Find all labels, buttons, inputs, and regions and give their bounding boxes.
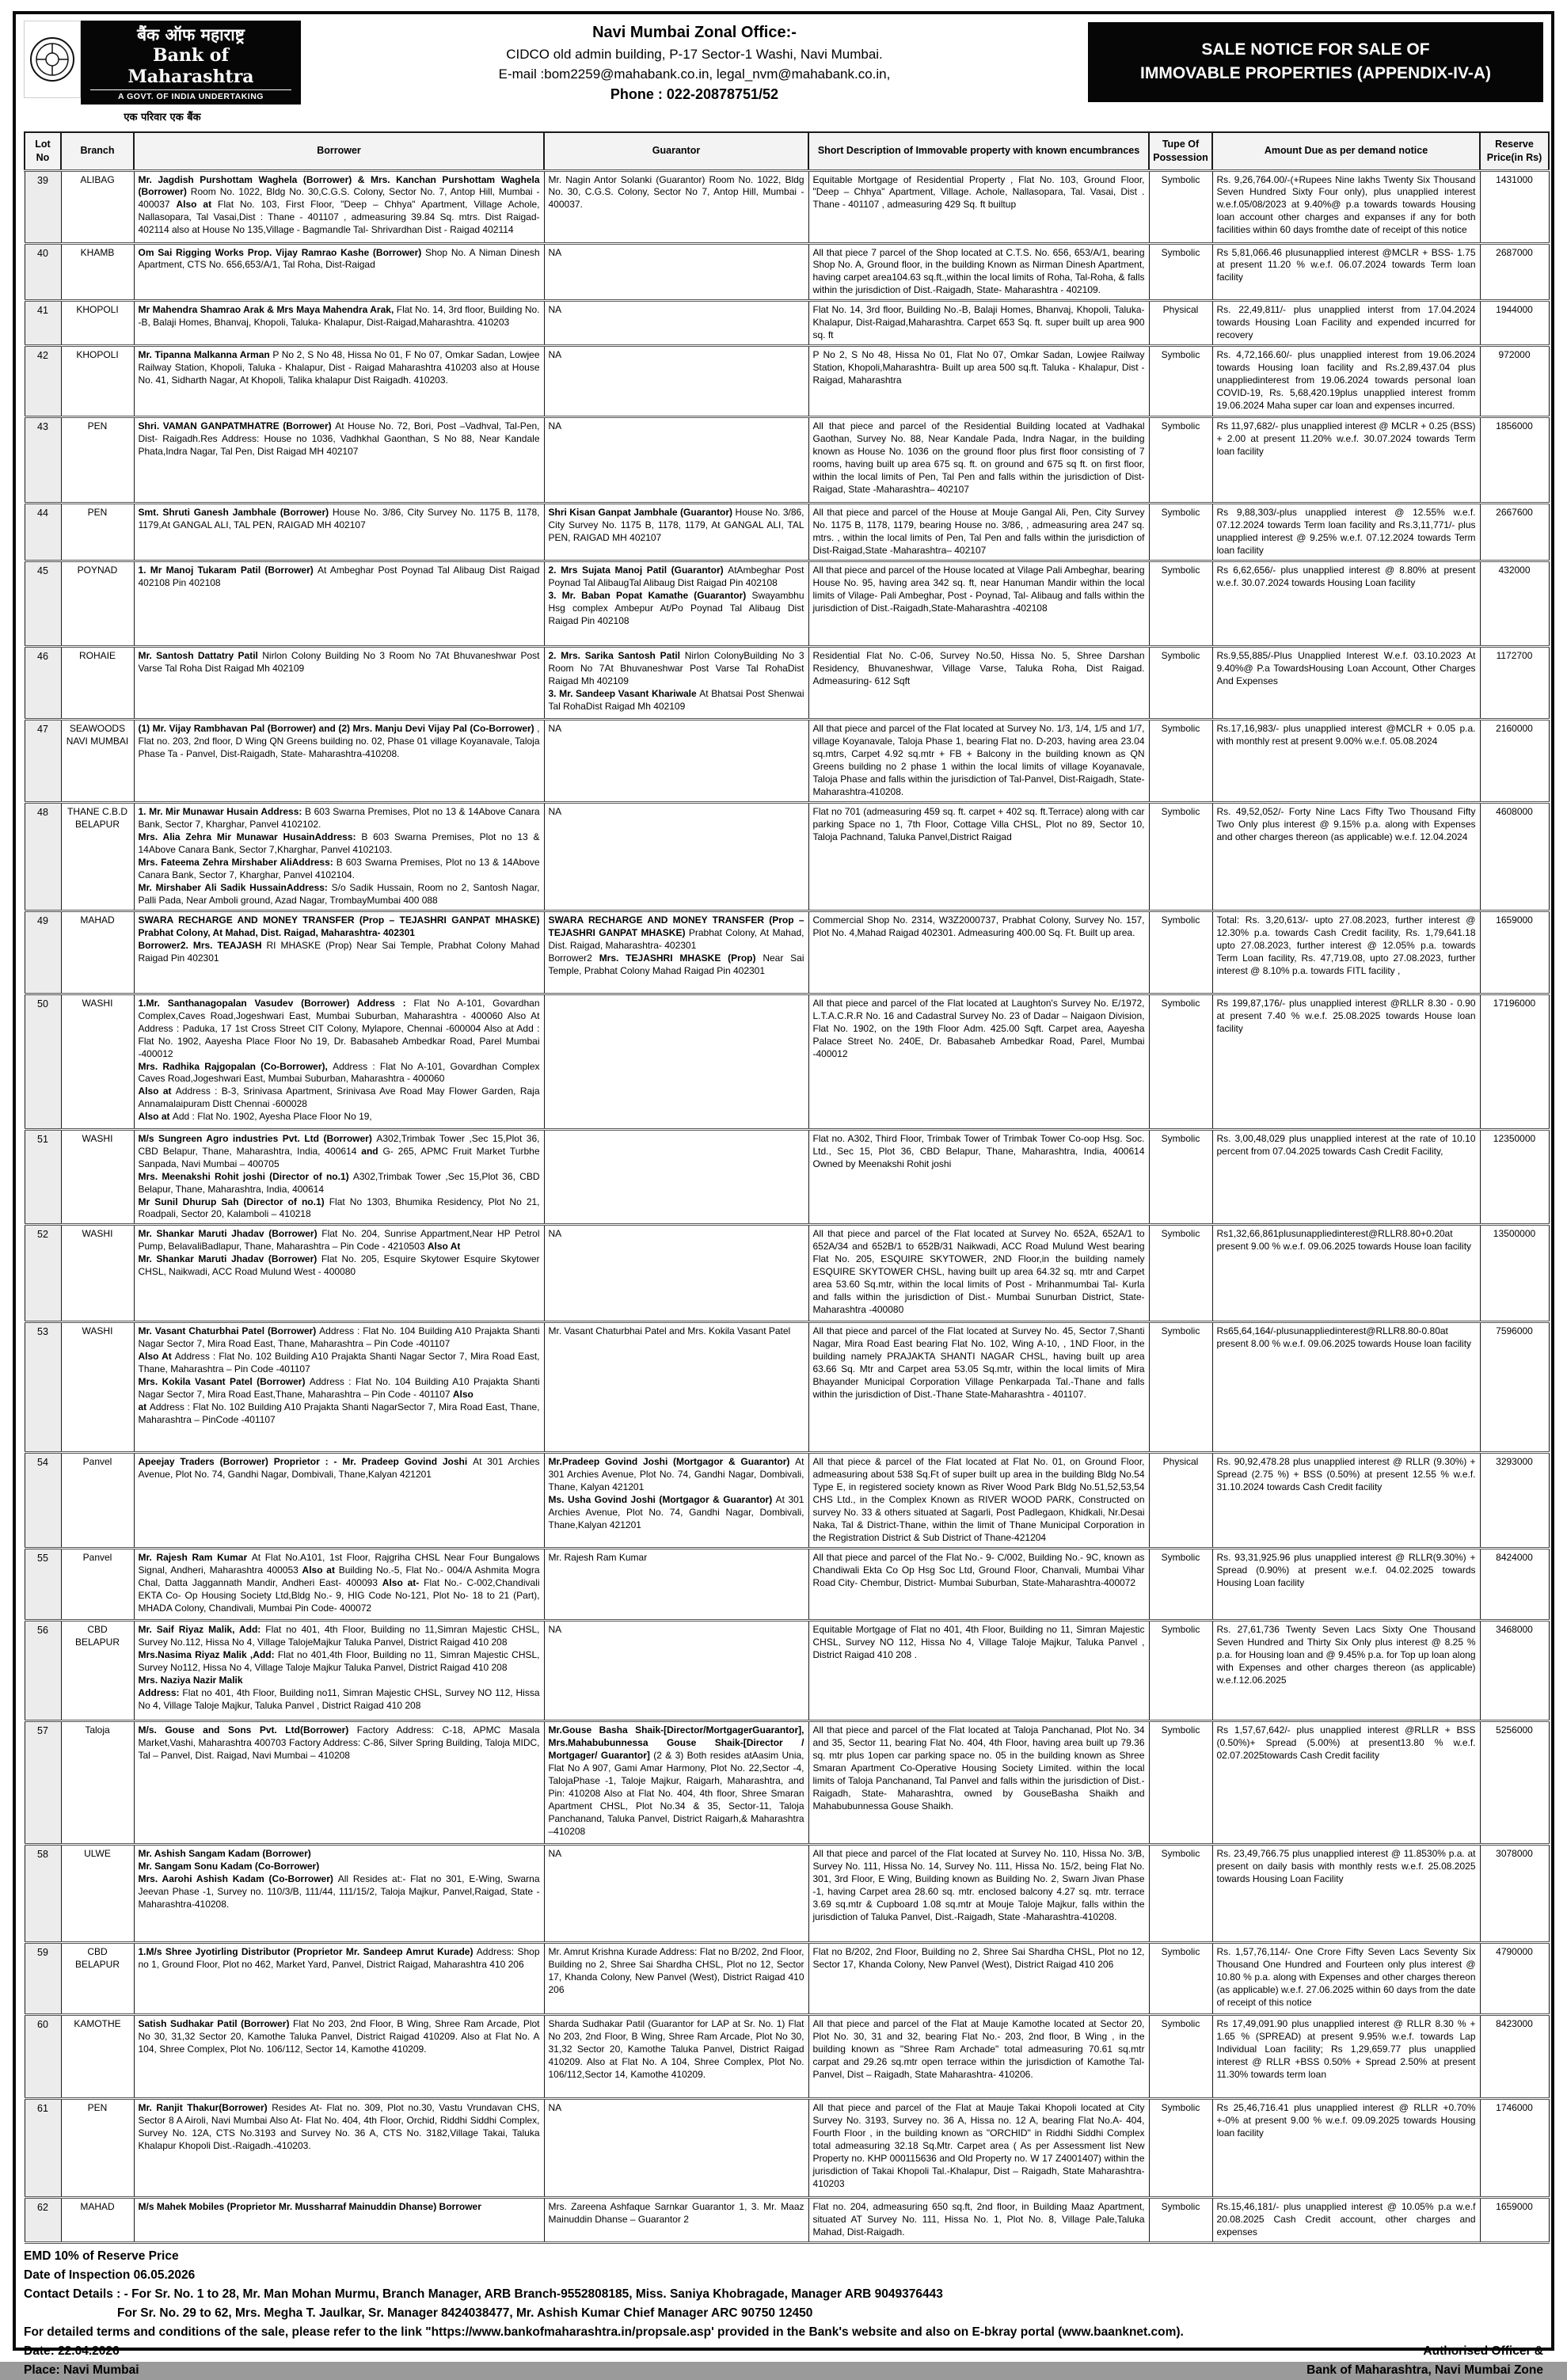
branch-cell: KHOPOLI <box>61 301 134 346</box>
branch-cell: WASHI <box>61 1225 134 1322</box>
reserve-cell: 1431000 <box>1480 170 1549 243</box>
guarantor-cell: NA <box>544 243 808 301</box>
amount-cell: Rs. 9,26,764.00/-(+Rupees Nine lakhs Twenty Six Thousand Seven Hundred Sixty Four only), plus unapplied interest w.e.f.05/08/2023 at 9.40%@ p.a towards towards Housing loan account other charges and expanses if any for both facilities within 60 days fromthe date of receipt of this notice <box>1212 170 1480 243</box>
description-cell: All that piece and parcel of the Flat located at Survey No. 1/3, 1/4, 1/5 and 1/7, village Koyanavale, Taloja Phase 1, bearing Flat no. D-203, having area 23.04 sq.mtrs, Carpet 4.92 sq.mtr + FB + Balcony in the building known as QN Greens building no 2 phase 1 within the local limits of village Koyanavale, Taloja Phase and falls within the jurisdiction of Tal-Panvel, Dist-Raigadh, State- Maharashtra-410208. <box>808 720 1149 803</box>
borrower-cell: Satish Sudhakar Patil (Borrower) Flat No 203, 2nd Floor, B Wing, Shree Ram Arcade, Plot No 30, 31,32 Sector 20, Kamothe Taluka Panvel, District Raigad 410209. Also at Flat No. A 104, Shree Complex, Plot No. 106/112, Sector 14, Kamothe 410209. <box>134 2015 544 2099</box>
guarantor-cell: 2. Mrs. Sarika Santosh Patil Nirlon ColonyBuilding No 3 Room No 7At Bhuvaneshwar Post Varse Tal RohaDist Raigad Mh 402109 3. Mr. Sandeep Vasant Khariwale At Bhatsai Post Shenwai Tal RohaDist Raigad Mh 402109 <box>544 647 808 720</box>
guarantor-cell: NA <box>544 1621 808 1721</box>
amount-cell: Rs. 93,31,925.96 plus unapplied interest @ RLLR(9.30%) + Spread (0.90%) at present w.e.f. 04.02.2025 towards Housing Loan facility <box>1212 1549 1480 1621</box>
description-cell: All that piece and parcel of the House located at Vilage Pali Ambeghar, bearing House No. 95, having area 342 sq. ft, near Hanuman Mandir within the local limits of Vilage- Pali Ambeghar, Post - Poynad, Tal- Alibaug and falls within the jurisdiction of Dist.-Raigadh,State-Maharashtra -402108 <box>808 561 1149 647</box>
description-cell: All that piece and parcel of the Residential Building located at Vadhakal Gaothan, Survey No. 88, Near Kandale Pada, Indra Nagar, in the building known as House No. 1036 on the ground floor plus first floor consisting of 7 rooms, having built up area 675 sq. ft. on ground and 675 sq ft. on first floor, within the local limits of Pen, Tal Pen and falls within the jurisdiction of Dist-Raigad, State -Maharashtra– 402107 <box>808 417 1149 504</box>
borrower-cell: Mr. Santosh Dattatry Patil Nirlon Colony Building No 3 Room No 7At Bhuvaneshwar Post Varse Tal Roha Dist Raigad Mh 402109 <box>134 647 544 720</box>
borrower-cell: 1.M/s Shree Jyotirling Distributor (Proprietor Mr. Sandeep Amrut Kurade) Address: Shop no 1, Ground Floor, Plot no 462, Market Yard, Panvel, District Raigad, Maharashtra 410 206 <box>134 1943 544 2015</box>
amount-cell: Rs65,64,164/-plusunappliedinterest@RLLR8.80-0.80at present 8.00 % w.e.f. 09.06.2025 towards House loan facility <box>1212 1322 1480 1453</box>
lot-cell: 57 <box>25 1721 61 1845</box>
reserve-cell: 13500000 <box>1480 1225 1549 1322</box>
lot-cell: 48 <box>25 803 61 911</box>
office-phone: Phone : 022-20878751/52 <box>610 86 779 102</box>
possession-cell: Symbolic <box>1149 1621 1212 1721</box>
borrower-cell: 1. Mr. Mir Munawar Husain Address: B 603 Swarna Premises, Plot no 13 & 14Above Canara Bank, Sector 7, Kharghar, Panvel 4102102. Mrs. Alia Zehra Mir Munawar HusainAddress: B 603 Swarna Premises, Plot no 13 & 14Above Canara Bank, Sector 7,Kharghar, Panvel 4102103. Mrs. Fateema Zehra Mirshaber AliAddress: B 603 Swarna Premises, Plot no 13 & 14Above Canara Bank, Sector 7, Kharghar, Panvel 4102104. Mr. Mirshaber Ali Sadik HussainAddress: S/o Sadik Hussain, Room no 2, Santosh Nagar, Palli Pada, Near Amboli ground, Azad Nagar, TrombayMumbai 400 088 <box>134 803 544 911</box>
lot-cell: 58 <box>25 1845 61 1943</box>
header <box>24 21 1543 125</box>
possession-cell: Symbolic <box>1149 2198 1212 2243</box>
table-row <box>25 301 1549 346</box>
lot-cell: 49 <box>25 911 61 994</box>
possession-cell: Symbolic <box>1149 2099 1212 2198</box>
possession-cell: Symbolic <box>1149 647 1212 720</box>
table-row <box>25 170 1549 243</box>
description-cell: All that piece and parcel of the Flat at Mauje Kamothe located at Sector 20, Plot No. 30, 31 and 32, bearing Flat No.- 203, 2nd floor, B Wing , in the building known as "Shree Ram Archade" total admeasuring 70.61 sq.mtr carpat and 29.26 sq.mtr open terrace within the jurisdiction of Kamothe Tal- Panvel, Dist – Raigadh, State Maharashtra- 410206. <box>808 2015 1149 2099</box>
possession-cell: Symbolic <box>1149 346 1212 417</box>
reserve-cell: 2667600 <box>1480 504 1549 561</box>
lot-cell: 60 <box>25 2015 61 2099</box>
lot-cell: 45 <box>25 561 61 647</box>
authorised-officer-line2: Bank of Maharashtra, Navi Mumbai Zone <box>1306 2363 1543 2378</box>
amount-cell: Rs. 3,00,48,029 plus unapplied interest at the rate of 10.10 percent from 07.04.2025 towards Cash Credit Facility, <box>1212 1129 1480 1225</box>
table-row <box>25 346 1549 417</box>
office-address: CIDCO old admin building, P-17 Sector-1 Washi, Navi Mumbai. <box>506 47 883 62</box>
amount-cell: Rs. 90,92,478.28 plus unapplied interest @ RLLR (9.30%) + Spread (2.75 %) + BSS (0.50%) at present 12.55 % w.e.f. 31.10.2024 towards Cash Credit facility <box>1212 1453 1480 1549</box>
lot-cell: 52 <box>25 1225 61 1322</box>
guarantor-cell: SWARA RECHARGE AND MONEY TRANSFER (Prop – TEJASHRI GANPAT MHASKE) Prabhat Colony, At Mahad, Dist. Raigad, Maharashtra- 402301 Borrower2 Mrs. TEJASHRI MHASKE (Prop) Near Sai Temple, Prabhat Colony Mahad Raigad Pin 402301 <box>544 911 808 994</box>
description-cell: All that piece and parcel of the House at Mouje Gangal Ali, Pen, City Survey No. 1175 B, 1178, 1179, bearing House no. 3/86, , admeasuring area 247 sq. mtrs. , within the local limits of Pen, Tal Pen and falls within the jurisdiction of Dist-Raigad,State -Maharashtra– 402107 <box>808 504 1149 561</box>
guarantor-cell: Mr.Gouse Basha Shaik-[Director/MortgagerGuarantor], Mrs.Mahabubunnessa Gouse Shaik-[Director / Mortgager/ Guarantor] (2 & 3) Both resides atAasim Unia, Flat No A 907, Gami Amar Harmony, Plot No. 22,Sector -4, TalojaPhase -1, Taloje Majkur, Raigarh, Maharashtra, and Pin: 410208 Also at Flat No. 404, 4th floor, Shree Smaran Apartment CHSL, Plot No.34 & 35, Sector-11, Taloja Panchanand, Taluka Panvel, District Raigarh,& Maharashtra –410208 <box>544 1721 808 1845</box>
branch-cell: PEN <box>61 504 134 561</box>
amount-cell: Rs 6,62,656/- plus unapplied interest @ 8.80% at present w.e.f. 30.07.2024 towards Housing Loan facility <box>1212 561 1480 647</box>
guarantor-cell: NA <box>544 720 808 803</box>
table-row <box>25 561 1549 647</box>
column-header: Reserve Price(in Rs) <box>1480 132 1549 170</box>
lot-cell: 62 <box>25 2198 61 2243</box>
table-row <box>25 417 1549 504</box>
guarantor-cell <box>544 1129 808 1225</box>
office-email: E-mail :bom2259@mahabank.co.in, legal_nvm@mahabank.co.in, <box>498 67 891 82</box>
guarantor-cell: Mrs. Zareena Ashfaque Sarnkar Guarantor 1, 3. Mr. Maaz Mainuddin Dhanse – Guarantor 2 <box>544 2198 808 2243</box>
borrower-cell: Mr. Saif Riyaz Malik, Add: Flat no 401, 4th Floor, Building no 11,Simran Majestic CHSL, Survey No.112, Hissa No 4, Village TalojeMajkur Taluka Panvel, District Raigad 410 208 Mrs.Nasima Riyaz Malik ,Add: Flat no 401,4th Floor, Building no 11, Simran Majestic CHSL, Survey No112, Hissa No 4, Village Taloje Majkur Taluka Panvel, District Raigad 410 208 Mrs. Naziya Nazir Malik Address: Flat no 401, 4th Floor, Building no11, Simran Majestic CHSL, Survey NO 112, Hissa No 4, Village Taloje Majkur, Taluka Panvel , District Raigad 410 208 <box>134 1621 544 1721</box>
reserve-cell: 1746000 <box>1480 2099 1549 2198</box>
office-block <box>301 21 1088 103</box>
lot-cell: 53 <box>25 1322 61 1453</box>
table-row <box>25 1225 1549 1322</box>
bank-name-hindi: बैंक ऑफ महाराष्ट्र <box>137 25 245 44</box>
lot-cell: 46 <box>25 647 61 720</box>
table-header-row <box>25 132 1549 170</box>
column-header: Borrower <box>134 132 544 170</box>
possession-cell: Symbolic <box>1149 561 1212 647</box>
description-cell: All that piece 7 parcel of the Shop located at C.T.S. No. 656, 653/A/1, bearing Shop No. A, Ground floor, in the building Known as Nirman Dinesh Apartment, having carpet area104.63 sq.ft.,within the local limits of Roha, Tal-Roha, & falls within the jurisdiction of Dist.-Raigadh, State- Maharashtra - 402109. <box>808 243 1149 301</box>
guarantor-cell: 2. Mrs Sujata Manoj Patil (Guarantor) AtAmbeghar Post Poynad Tal AlibaugTal Alibaug Dist Raigad Pin 402108 3. Mr. Baban Popat Kamathe (Guarantor) Swayambhu Hsg complex Ambepur At/Po Poynad Tal Alibaug Dist Raigad Pin 402108 <box>544 561 808 647</box>
authorised-officer-line1: Authorised Officer & <box>1423 2344 1543 2359</box>
reserve-cell: 1856000 <box>1480 417 1549 504</box>
amount-cell: Rs 199,87,176/- plus unapplied interest @RLLR 8.30 - 0.90 at present 7.40 % w.e.f. 25.08.2025 towards House loan facility <box>1212 994 1480 1129</box>
reserve-cell: 3468000 <box>1480 1621 1549 1721</box>
amount-cell: Rs. 23,49,766.75 plus unapplied interest @ 11.8530% p.a. at present on daily basis with monthly rests w.e.f. 25.08.2025 towards Housing Loan Facility <box>1212 1845 1480 1943</box>
table-row <box>25 1943 1549 2015</box>
table-row <box>25 1549 1549 1621</box>
possession-cell: Symbolic <box>1149 1225 1212 1322</box>
table-row <box>25 504 1549 561</box>
description-cell: Equitable Mortgage of Flat no 401, 4th Floor, Building no 11, Simran Majestic CHSL, Survey NO 112, Hissa No 4, Village Taloje Majkur, Taluka Panvel , District Raigad 410 208 . <box>808 1621 1149 1721</box>
guarantor-cell: Shri Kisan Ganpat Jambhale (Guarantor) House No. 3/86, City Survey No. 1175 B, 1178, 1179, At GANGAL ALI, TAL PEN, RAIGAD MH 402107 <box>544 504 808 561</box>
possession-cell: Symbolic <box>1149 1322 1212 1453</box>
borrower-cell: M/s. Gouse and Sons Pvt. Ltd(Borrower) Factory Address: C-18, APMC Masala Market,Vashi, Maharashtra 400703 Factory Address: C-86, Silver Spring Building, Taloja MIDC, Tal – Panvel, Dist. Raigad, Navi Mumbai – 410208 <box>134 1721 544 1845</box>
column-header: Guarantor <box>544 132 808 170</box>
guarantor-cell: Mr. Amrut Krishna Kurade Address: Flat no B/202, 2nd Floor, Building no 2, Shree Sai Shardha CHSL, Plot no 12, Sector 17, Khanda Colony, New Panvel (West), District Raigad 410 206 <box>544 1943 808 2015</box>
amount-cell: Rs.9,55,885/-Plus Unapplied Interest W.e.f. 03.10.2023 At 9.40%@ P.a TowardsHousing Loan Account, Other Charges And Expenses <box>1212 647 1480 720</box>
bank-name-english: Bank of Maharashtra <box>127 45 254 87</box>
reserve-cell: 5256000 <box>1480 1721 1549 1845</box>
bank-govt-line: A GOVT. OF INDIA UNDERTAKING <box>90 89 291 101</box>
description-cell: Commercial Shop No. 2314, W3Z2000737, Prabhat Colony, Survey No. 157, Plot No. 4,Mahad Raigad 402301. Admeasuring 400.00 Sq. Ft. Built up area. <box>808 911 1149 994</box>
amount-cell: Rs 11,97,682/- plus unapplied interest @ MCLR + 0.25 (BSS) + 2.00 at present 11.20% w.e.f. 30.07.2024 towards Term loan facility <box>1212 417 1480 504</box>
table-row <box>25 1453 1549 1549</box>
branch-cell: KAMOTHE <box>61 2015 134 2099</box>
description-cell: Flat no 701 (admeasuring 459 sq. ft. carpet + 402 sq. ft.Terrace) along with car parking Space no 1, 7th Floor, Cottage Villa CHSL, Plot no 89, Sector 10, Taloja Pachnand, Taluka Panvel,District Raigad <box>808 803 1149 911</box>
lot-cell: 41 <box>25 301 61 346</box>
reserve-cell: 2687000 <box>1480 243 1549 301</box>
reserve-cell: 4790000 <box>1480 1943 1549 2015</box>
possession-cell: Symbolic <box>1149 1845 1212 1943</box>
sheet-border <box>13 11 1554 2378</box>
possession-cell: Symbolic <box>1149 720 1212 803</box>
lot-cell: 47 <box>25 720 61 803</box>
guarantor-cell: Sharda Sudhakar Patil (Guarantor for LAP at Sr. No. 1) Flat No 203, 2nd Floor, B Wing, Shree Ram Arcade, Plot No 30, 31,32 Sector 20, Kamothe Taluka Panvel, District Raigad 410209. Also at Flat No. A 104, Shree Complex, Plot No. 106/112,Sector 14, Kamothe 410209. <box>544 2015 808 2099</box>
lot-cell: 42 <box>25 346 61 417</box>
guarantor-cell: NA <box>544 346 808 417</box>
table-row <box>25 1721 1549 1845</box>
table-body <box>25 170 1549 2242</box>
branch-cell: Panvel <box>61 1549 134 1621</box>
description-cell: All that piece and parcel of the Flat located at Taloja Panchanad, Plot No. 34 and 35, Sector 11, bearing Flat No. 404, 4th Floor, having area built up 79.36 sq. mtr plus 1open car parking space no. 05 in the building known as Shree Smaran Apartment Co-Operative Housing Society Limited. within the local limits of Taloja Panchanand, Tal Panvel and falls within the jurisdiction of Dist.-Raigadh, State- Maharashtra, owned by GouseBasha Shaikh and Mahabubunnessa Gouse Shaikh. <box>808 1721 1149 1845</box>
amount-cell: Rs1,32,66,861plusunappliedinterest@RLLR8.80+0.20at present 9.00 % w.e.f. 09.06.2025 towards House loan facility <box>1212 1225 1480 1322</box>
borrower-cell: Smt. Shruti Ganesh Jambhale (Borrower) House No. 3/86, City Survey No. 1175 B, 1178, 1179,At GANGAL ALI, TAL PEN, RAIGAD MH 402107 <box>134 504 544 561</box>
amount-cell: Rs.15,46,181/- plus unapplied interest @ 10.05% p.a w.e.f 20.08.2025 Cash Credit account, other charges and expenses <box>1212 2198 1480 2243</box>
guarantor-cell: NA <box>544 2099 808 2198</box>
description-cell: All that piece and parcel of the Flat located at Survey No. 652A, 652A/1 to 652A/34 and 652B/1 to 652B/31 Naikwadi, ACC Road Mulund West bearing Flat No. 205, ESQUIRE SKYTOWER, 2ND Floor,in the building namely ESQUIRE SKYTOWER CHSL, having built up area 64.32 sq. mtr and Carpet area 53.60 Sq.mtr, within the local limits of Post - Mrihanmumbai Tal- Kurla and falls within the jurisdiction of Dist.- Mumbai Sunurban District, State-Maharashtra -400080 <box>808 1225 1149 1322</box>
notice-title-line2: IMMOVABLE PROPERTIES (APPENDIX-IV-A) <box>1140 64 1491 83</box>
borrower-cell: Shri. VAMAN GANPATMHATRE (Borrower) At House No. 72, Bori, Post –Vadhval, Tal-Pen, Dist- Raigadh.Res Address: House no 1036, Vadhkhal Gaonthan, S No 88, Near Kandale Phata,Indra Nagar, Tal Pen, Dist Raigad MH 402107 <box>134 417 544 504</box>
reserve-cell: 3293000 <box>1480 1453 1549 1549</box>
lot-cell: 55 <box>25 1549 61 1621</box>
possession-cell: Symbolic <box>1149 1129 1212 1225</box>
reserve-cell: 972000 <box>1480 346 1549 417</box>
description-cell: Flat no B/202, 2nd Floor, Building no 2, Shree Sai Shardha CHSL, Plot no 12, Sector 17, Khanda Colony, New Panvel (West), District Raigad 410 206 <box>808 1943 1149 2015</box>
amount-cell: Rs 1,57,67,642/- plus unapplied interest @RLLR + BSS (0.50%)+ Spread (5.00%) at present13.80 % w.e.f. 02.07.2025towards Cash Credit facility <box>1212 1721 1480 1845</box>
amount-cell: Rs 5,81,066.46 plusunapplied interest @MCLR + BSS- 1.75 at present 11.20 % w.e.f. 06.07.2024 towards Term loan facility <box>1212 243 1480 301</box>
branch-cell: WASHI <box>61 1129 134 1225</box>
branch-cell: POYNAD <box>61 561 134 647</box>
guarantor-cell: NA <box>544 1845 808 1943</box>
table-row <box>25 720 1549 803</box>
amount-cell: Rs. 49,52,052/- Forty Nine Lacs Fifty Two Thousand Fifty Two Only plus interest @ 9.15% p.a. along with Expenses and other charges thereon (as applicable) w.e.f. 12.04.2024 <box>1212 803 1480 911</box>
properties-table <box>24 131 1550 2244</box>
description-cell: Flat No. 14, 3rd floor, Building No.-B, Balaji Homes, Bhanvaj, Khopoli, Taluka- Khalapur, Dist-Raigad,Maharashtra. Carpet 653 Sq. ft. super built up area 900 sq. ft <box>808 301 1149 346</box>
table-row <box>25 1845 1549 1943</box>
possession-cell: Symbolic <box>1149 911 1212 994</box>
branch-cell: SEAWOODS NAVI MUMBAI <box>61 720 134 803</box>
description-cell: Flat no. 204, admeasuring 650 sq.ft, 2nd floor, in Building Maaz Apartment, situated AT Survey No. 111, Hissa No. 1, Plot No. 8, Village Pale,Taluka Mahad, Dist-Raigadh. <box>808 2198 1149 2243</box>
branch-cell: CBD BELAPUR <box>61 1621 134 1721</box>
table-row <box>25 1129 1549 1225</box>
branch-cell: Panvel <box>61 1453 134 1549</box>
table-row <box>25 994 1549 1129</box>
borrower-cell: 1. Mr Manoj Tukaram Patil (Borrower) At Ambeghar Post Poynad Tal Alibaug Dist Raigad 402108 Pin 402108 <box>134 561 544 647</box>
description-cell: All that piece and parcel of the Flat located at Survey No. 45, Sector 7,Shanti Nagar, Mira Road East bearing Flat No. 102, Wing A-10, , 1ND Floor, in the building namely PRAJAKTA SHANTI NAGAR CHSL, having built up area 63.66 Sq. Mtr and Carpet area 53.05 Sq.mtr, within the local limits of Mira Bhayander Municipal Corporation Village Penkarpada Tal.-Thane and falls within the jurisdiction of Dist.-Thane State-Maharashtra - 401107. <box>808 1322 1149 1453</box>
reserve-cell: 8423000 <box>1480 2015 1549 2099</box>
amount-cell: Rs.17,16,983/- plus unapplied interest @MCLR + 0.05 p.a. with monthly rest at present 9.00% w.e.f. 05.08.2024 <box>1212 720 1480 803</box>
inspection-date-line: Date of Inspection 06.05.2026 <box>24 2268 196 2282</box>
borrower-cell: Mr. Shankar Maruti Jhadav (Borrower) Flat No. 204, Sunrise Appartment,Near HP Petrol Pump, BelavaliBadlapur, Thane, Maharashtra – Pin Code - 4210503 Also At Mr. Shankar Maruti Jhadav (Borrower) Flat No. 205, Esquire Skytower Esquire Skytower CHSL, Naikwadi, ACC Road Mulund West - 400080 <box>134 1225 544 1322</box>
column-header: Tupe Of Possession <box>1149 132 1212 170</box>
possession-cell: Symbolic <box>1149 2015 1212 2099</box>
amount-cell: Rs 9,88,303/-plus unapplied interest @ 12.55% w.e.f. 07.12.2024 towards Term loan facility and Rs.3,11,771/- plus unapplied interest @ 9.25% w.e.f. 07.12.2024 towards Term loan facility <box>1212 504 1480 561</box>
borrower-cell: Mr. Ashish Sangam Kadam (Borrower) Mr. Sangam Sonu Kadam (Co-Borrower) Mrs. Aarohi Ashish Kadam (Co-Borrower) All Resides at:- Flat no 301, E-Wing, Swarna Jeevan Phase -1, Survey no. 110/3/B, 111/44, 111/15/2, Taloja Majkur, Panvel,Raigad, State -Maharashtra-410208. <box>134 1845 544 1943</box>
possession-cell: Symbolic <box>1149 170 1212 243</box>
possession-cell: Symbolic <box>1149 1549 1212 1621</box>
office-title: Navi Mumbai Zonal Office:- <box>592 24 797 41</box>
amount-cell: Rs. 1,57,76,114/- One Crore Fifty Seven Lacs Seventy Six Thousand One Hundred and Fourteen only plus interest @ 10.80 % p.a. along with Expenses and other charges thereon (as applicable) w.e.f. 27.06.2025 within 60 days from the date of receipt of this notice <box>1212 1943 1480 2015</box>
column-header: Lot No <box>25 132 61 170</box>
lot-cell: 54 <box>25 1453 61 1549</box>
branch-cell: Taloja <box>61 1721 134 1845</box>
branch-cell: CBD BELAPUR <box>61 1943 134 2015</box>
footer <box>24 2244 1543 2380</box>
description-cell: All that piece & parcel of the Flat located at Flat No. 01, on Ground Floor, admeasuring about 538 Sq.Ft of super built up area in the building Bldg No.54 Type E, in registered society known as River Wood Park Bldg No.51,52,53,54 CHS Ltd., in the Complex Known as RIVER WOOD PARK, Constructed on survey No. 33 & others situated at Sagarli, Post Padlegaon, Khidkali, Nr.Desai Naka, Tal & District-Thane, within the limit of Thane Municipal Corporation in the Registration District & Sub District of Thane-421204 <box>808 1453 1149 1549</box>
guarantor-cell: NA <box>544 417 808 504</box>
reserve-cell: 432000 <box>1480 561 1549 647</box>
reserve-cell: 1944000 <box>1480 301 1549 346</box>
bank-emblem-icon <box>24 21 81 98</box>
description-cell: Flat no. A302, Third Floor, Trimbak Tower of Trimbak Tower Co-oop Hsg. Soc. Ltd., Sec 15, Plot 36, CBD Belapur, Thane, Maharashtra, India, 400614 Owned by Meenakshi Rohit joshi <box>808 1129 1149 1225</box>
possession-cell: Symbolic <box>1149 504 1212 561</box>
reserve-cell: 1659000 <box>1480 2198 1549 2243</box>
borrower-cell: M/s Mahek Mobiles (Proprietor Mr. Mussharraf Mainuddin Dhanse) Borrower <box>134 2198 544 2243</box>
reserve-cell: 8424000 <box>1480 1549 1549 1621</box>
table-row <box>25 1621 1549 1721</box>
table-row <box>25 2198 1549 2243</box>
amount-cell: Rs 17,49,091.90 plus unapplied interest @ RLLR 8.30 % + 1.65 % (SPREAD) at present 9.95% w.e.f. towards Lap Individual Loan facility; Rs 1,29,659.77 plus unapplied interest @ RLLR +BSS 0.50% + Spread 2.50% at present 11.30% towards term loan <box>1212 2015 1480 2099</box>
branch-cell: MAHAD <box>61 911 134 994</box>
contact-details-line1: Contact Details : - For Sr. No. 1 to 28, Mr. Man Mohan Murmu, Branch Manager, ARB Branch-9552808185, Miss. Saniya Khobragade, Manager ARB 9049376443 <box>24 2287 943 2301</box>
reserve-cell: 1172700 <box>1480 647 1549 720</box>
bank-logo-block <box>24 21 301 124</box>
column-header: Short Description of Immovable property with known encumbrances <box>808 132 1149 170</box>
possession-cell: Symbolic <box>1149 417 1212 504</box>
borrower-cell: (1) Mr. Vijay Rambhavan Pal (Borrower) and (2) Mrs. Manju Devi Vijay Pal (Co-Borrower) , Flat no. 203, 2nd floor, D Wing QN Greens building no. 02, Phase 01 village Koyanavale, Taloja Phase Ta - Panvel, Dist-Raigadh, State- Maharashtra-410208. <box>134 720 544 803</box>
column-header: Branch <box>61 132 134 170</box>
table-row <box>25 2015 1549 2099</box>
lot-cell: 43 <box>25 417 61 504</box>
possession-cell: Symbolic <box>1149 1721 1212 1845</box>
lot-cell: 51 <box>25 1129 61 1225</box>
lot-cell: 61 <box>25 2099 61 2198</box>
branch-cell: PEN <box>61 2099 134 2198</box>
lot-cell: 59 <box>25 1943 61 2015</box>
borrower-cell: 1.Mr. Santhanagopalan Vasudev (Borrower) Address : Flat No A-101, Govardhan Complex,Caves Road,Jogeshwari East, Mumbai Suburban, Maharashtra - 400060 Also At Address : Paduka, 17 1st Cross Street CIT Colony, Mylapore, Chennai -600004 Also at Add : Flat No. 1902, Aayesha Place Floor No 19, Dr. Babasaheb Ambedkar Road, Parel Mumbai -400012 Mrs. Radhika Rajgopalan (Co-Borrower), Address : Flat No A-101, Govardhan Complex Caves Road,Jogeshwari East, Mumbai Suburban, Maharashtra - 400060 Also at Address : B-3, Srinivasa Apartment, Srinivasa Ave Road May Flower Garden, Raja Annamalaipuram Distt Chennai -600028 Also at Add : Flat No. 1902, Ayesha Place Floor No 19, <box>134 994 544 1129</box>
description-cell: P No 2, S No 48, Hissa No 01, Flat No 07, Omkar Sadan, Lowjee Railway Station, Khopoli,Maharashtra- Built up area 500 sq.ft. Taluka - Khalapur, Dist - Raigad, Maharashtra <box>808 346 1149 417</box>
reserve-cell: 1659000 <box>1480 911 1549 994</box>
branch-cell: THANE C.B.D BELAPUR <box>61 803 134 911</box>
bank-name-box <box>81 21 301 105</box>
branch-cell: KHAMB <box>61 243 134 301</box>
branch-cell: ULWE <box>61 1845 134 1943</box>
guarantor-cell: Mr.Pradeep Govind Joshi (Mortgagor & Guarantor) At 301 Archies Avenue, Plot No. 74, Gandhi Nagar, Dombivali, Thane, Kalyan 421201 Ms. Usha Govind Joshi (Mortgagor & Guarantor) At 301 Archies Avenue, Plot No. 74, Gandhi Nagar, Dombivali, Thane,Kalyan 421201 <box>544 1453 808 1549</box>
notice-title-box <box>1088 22 1543 102</box>
lot-cell: 40 <box>25 243 61 301</box>
notice-title-line1: SALE NOTICE FOR SALE OF <box>1201 40 1430 59</box>
possession-cell: Symbolic <box>1149 803 1212 911</box>
borrower-cell: Mr Mahendra Shamrao Arak & Mrs Maya Mahendra Arak, Flat No. 14, 3rd floor, Building No. -B, Balaji Homes, Bhanvaj, Khopoli, Taluka- Khalapur, Dist-Raigad,Maharashtra. 410203 <box>134 301 544 346</box>
borrower-cell: Apeejay Traders (Borrower) Proprietor : - Mr. Pradeep Govind Joshi At 301 Archies Avenue, Plot No. 74, Gandhi Nagar, Dombivali, Thane,Kalyan 421201 <box>134 1453 544 1549</box>
borrower-cell: SWARA RECHARGE AND MONEY TRANSFER (Prop – TEJASHRI GANPAT MHASKE) Prabhat Colony, At Mahad, Dist. Raigad, Maharashtra- 402301 Borrower2. Mrs. TEAJASH RI MHASKE (Prop) Near Sai Temple, Prabhat Colony Mahad Raigad Pin 402301 <box>134 911 544 994</box>
description-cell: All that piece and parcel of the Flat located at Survey No. 110, Hissa No. 3/B, Survey No. 111, Hissa No. 14, Survey No. 111, Hissa No. 15/2, being Flat No. 301, 3rd Floor, E Wing, Building known as Building No. 2, Swarn Jivan Phase -1, having Carpet area 28.60 sq. mtr. enclosed balcony 4.27 sq. mtr. terrace 3.69 sq.mtr & Cupboard 1.08 sq.mtr at Mouje Taloje Majkur, falls within the jurisdiction of Taluka Panvel, Dist.-Raigadh, State -Maharashtra-410208. <box>808 1845 1149 1943</box>
borrower-cell: Mr. Vasant Chaturbhai Patel (Borrower) Address : Flat No. 104 Building A10 Prajakta Shanti Nagar Sector 7, Mira Road East, Thane, Maharashtra – Pin Code -401107 Also At Address : Flat No. 102 Building A10 Prajakta Shanti Nagar Sector 7, Mira Road East, Thane, Maharashtra – Pin Code -401107 Mrs. Kokila Vasant Patel (Borrower) Address : Flat No. 104 Building A10 Prajakta Shanti Nagar Sector 7, Mira Road East,Thane, Maharashtra – Pin Code - 401107 Also at Address : Flat No. 102 Building A10 Prajakta Shanti NagarSector 7, Mira Road East, Thane, Maharashtra – PinCode -401107 <box>134 1322 544 1453</box>
amount-cell: Rs. 27,61,736 Twenty Seven Lacs Sixty One Thousand Seven Hundred and Thirty Six Only plus interest @ 8.25 % p.a. for Housing loan and @ 9.45% p.a. for Top up loan along with Expenses and other charges thereon (as applicable) w.e.f.12.06.2025 <box>1212 1621 1480 1721</box>
amount-cell: Total: Rs. 3,20,613/- upto 27.08.2023, further interest @ 12.30% p.a. towards Cash Credit facility, Rs. 1,79,641.18 upto 27.08.2023, further interest @ 12.05% p.a. towards Term Loan facility, Rs. 47,719.08, upto 27.08.2023, further interest @ 8.10% p.a. towards FITL facility , <box>1212 911 1480 994</box>
emd-line: EMD 10% of Reserve Price <box>24 2249 179 2263</box>
borrower-cell: Mr. Jagdish Purshottam Waghela (Borrower) & Mrs. Kanchan Purshottam Waghela (Borrower) Room No. 1022, Bldg No. 30,C.G.S. Colony, Sector No. 7, Antop Hill, Mumbai - 400037 Also at Flat No. 103, First Floor, "Deep – Chhya" Apartment, Village Achole, Nallasopara, Tal Vasai,Dist : Thane - 401107 , admeasuring 39.84 Sq. mtrs. Dist Raigad-402114 also at House No 135,Village - Bagmandle Tal- Shrivardhan Dist - Raigad 402114 <box>134 170 544 243</box>
guarantor-cell: Mr. Nagin Antor Solanki (Guarantor) Room No. 1022, Bldg No. 30, C.G.S. Colony, Sector No 7, Antop Hill, Mumbai - 400037. <box>544 170 808 243</box>
description-cell: Residential Flat No. C-06, Survey No.50, Hissa No. 5, Shree Darshan Residency, Bhuvaneshwar, Village Varse, Taluka Roha, Dist Raigad. Admeasuring- 612 Sqft <box>808 647 1149 720</box>
branch-cell: ALIBAG <box>61 170 134 243</box>
reserve-cell: 4608000 <box>1480 803 1549 911</box>
guarantor-cell: Mr. Vasant Chaturbhai Patel and Mrs. Kokila Vasant Patel <box>544 1322 808 1453</box>
description-cell: All that piece and parcel of the Flat located at Laughton's Survey No. E/1972, L.T.A.C.R.R No. 16 and Cadastral Survey No. 23 of Dadar – Naigaon Division, Flat No. 1902, on the 19th Floor Adm. 425.00 Sqft. Carpet area, Aayesha Palace Street No. 240E, Dr. Babasaheb Ambedkar Road, Parel, Mumbai -400012 <box>808 994 1149 1129</box>
terms-line: For detailed terms and conditions of the sale, please refer to the link "https://www.bankofmaharashtra.in/propsale.asp' provided in the Bank's website and also on E-bkray portal (www.baanknet.com). <box>24 2325 1184 2340</box>
reserve-cell: 12350000 <box>1480 1129 1549 1225</box>
branch-cell: WASHI <box>61 994 134 1129</box>
table-row <box>25 803 1549 911</box>
branch-cell: KHOPOLI <box>61 346 134 417</box>
guarantor-cell: NA <box>544 301 808 346</box>
amount-cell: Rs. 4,72,166.60/- plus unapplied interest from 19.06.2024 towards Housing loan facility and Rs.2,89,437.04 plus unappliedinterest from 19.06.2024 towards personal loan COVID-19, Rs. 5,68,420.19plus unapplied interest fromm 19.06.2024 Maha super car loan and expenses incurred. <box>1212 346 1480 417</box>
amount-cell: Rs. 22,49,811/- plus unapplied interst from 17.04.2024 towards Housing Loan Facility and expended incurred for recovery <box>1212 301 1480 346</box>
reserve-cell: 3078000 <box>1480 1845 1549 1943</box>
column-header: Amount Due as per demand notice <box>1212 132 1480 170</box>
reserve-cell: 7596000 <box>1480 1322 1549 1453</box>
possession-cell: Symbolic <box>1149 1943 1212 2015</box>
amount-cell: Rs 25,46,716.41 plus unapplied interest @ RLLR +0.70% +-0% at present 9.00 % w.e.f. 09.09.2025 towards Housing loan facility <box>1212 2099 1480 2198</box>
notice-place: Place: Navi Mumbai <box>24 2363 139 2378</box>
possession-cell: Physical <box>1149 301 1212 346</box>
table-row <box>25 2099 1549 2198</box>
borrower-cell: Om Sai Rigging Works Prop. Vijay Ramrao Kashe (Borrower) Shop No. A Niman Dinesh Apartment, CTS No. 656,653/A/1, Tal Roha, Dist-Raigad <box>134 243 544 301</box>
borrower-cell: Mr. Rajesh Ram Kumar At Flat No.A101, 1st Floor, Rajgriha CHSL Near Four Bungalows Signal, Andheri, Maharashtra 400053 Also at Building No.-5, Flat No.- 004/A Ashmita Mogra Chal, Datta Jaggannath Mandir, Andheri East- 400093 Also at- Flat No.- C-002,Chandivali EKTA Co- Op Housing Society Ltd,Bldg No.- 9, HIG Code No-121, Plot No- 18 to 21 (Part), MHADA Colony, Chandivali, Mumbai Pin Code- 400072 <box>134 1549 544 1621</box>
lot-cell: 50 <box>25 994 61 1129</box>
possession-cell: Symbolic <box>1149 243 1212 301</box>
table-row <box>25 1322 1549 1453</box>
branch-cell: WASHI <box>61 1322 134 1453</box>
description-cell: Equitable Mortgage of Residential Property , Flat No. 103, Ground Floor, "Deep – Chhya" Apartment, Village. Achole, Nallasopara, Tal. Vasai, Dist . Thane - 401107 , admeasuring 429 Sq. ft builtup <box>808 170 1149 243</box>
reserve-cell: 17196000 <box>1480 994 1549 1129</box>
table-row <box>25 911 1549 994</box>
possession-cell: Physical <box>1149 1453 1212 1549</box>
borrower-cell: Mr. Tipanna Malkanna Arman P No 2, S No 48, Hissa No 01, F No 07, Omkar Sadan, Lowjee Railway Station, Khopoli, Taluka - Khalapur, Dist - Raigad Maharashtra 410203 also at House No. 41, Sidharth Nagar, At Khopoli, Talika khalapur Dist Raigadh. 410203. <box>134 346 544 417</box>
guarantor-cell: NA <box>544 803 808 911</box>
contact-details-line2: For Sr. No. 29 to 62, Mrs. Megha T. Jaulkar, Sr. Manager 8424038477, Mr. Ashish Kumar Chief Manager ARC 90750 12450 <box>117 2306 813 2320</box>
bank-tagline: एक परिवार एक बैंक <box>124 111 201 124</box>
lot-cell: 56 <box>25 1621 61 1721</box>
description-cell: All that piece and parcel of the Flat No.- 9- C/002, Building No.- 9C, known as Chandiwali Ekta Co Op Hsg Soc Ltd, Ground Floor, Chanvali, Mumbai Vihar Road City- Chembur, District- Mumbai Suburban, State-Maharashtra-400072 <box>808 1549 1149 1621</box>
branch-cell: ROHAIE <box>61 647 134 720</box>
possession-cell: Symbolic <box>1149 994 1212 1129</box>
guarantor-cell: Mr. Rajesh Ram Kumar <box>544 1549 808 1621</box>
description-cell: All that piece and parcel of the Flat at Mauje Takai Khopoli located at City Survey No. 3193, Survey no. 36 A, Hissa no. 12 A, bearing Flat No.A- 404, Fourth Floor , in the building known as "ORCHID" in Riddhi Siddhi Complex total admeasuring 32.18 Sq.Mtr. Carpet area ( As per Assessment list New Property no. KHP 000115636 and Old Property no. W 17 Z4001407) within the jurisdiction of Takai Khopoli Tal.-Khalapur, Dist – Raigadh, State Maharashtra-410203 <box>808 2099 1149 2198</box>
reserve-cell: 2160000 <box>1480 720 1549 803</box>
branch-cell: PEN <box>61 417 134 504</box>
notice-date: Date: 22.04.2026 <box>24 2344 120 2359</box>
branch-cell: MAHAD <box>61 2198 134 2243</box>
table-row <box>25 243 1549 301</box>
table-row <box>25 647 1549 720</box>
borrower-cell: Mr. Ranjit Thakur(Borrower) Resides At- Flat no. 309, Plot no.30, Vastu Vrundavan CHS, Sector 8 A Airoli, Navi Mumbai Also At- Flat No. 404, 4th Floor, Orchid, Riddhi Siddhi Complex, Survey No. 12A, CTS No.3193 and Survey No. 36 A, CTS No. 3182,Village Takai, Taluka Khalapur Khopoli Dist.-Raigadh.-410203. <box>134 2099 544 2198</box>
guarantor-cell <box>544 994 808 1129</box>
lot-cell: 39 <box>25 170 61 243</box>
lot-cell: 44 <box>25 504 61 561</box>
guarantor-cell: NA <box>544 1225 808 1322</box>
borrower-cell: M/s Sungreen Agro industries Pvt. Ltd (Borrower) A302,Trimbak Tower ,Sec 15,Plot 36, CBD Belapur, Thane, Maharashtra, India, 400614 and G- 265, APMC Fruit Market Turbhe Sanpada, Navi Mumbai – 400705 Mrs. Meenakshi Rohit joshi (Director of no.1) A302,Trimbak Tower ,Sec 15,Plot 36, CBD Belapur, Thane, Maharashtra, India, 400614 Mr Sunil Dhurup Sah (Director of no.1) Flat No 1303, Bhumika Residency, Plot No 21, Roadpali, Sector 20, Kalamboli – 410218 <box>134 1129 544 1225</box>
